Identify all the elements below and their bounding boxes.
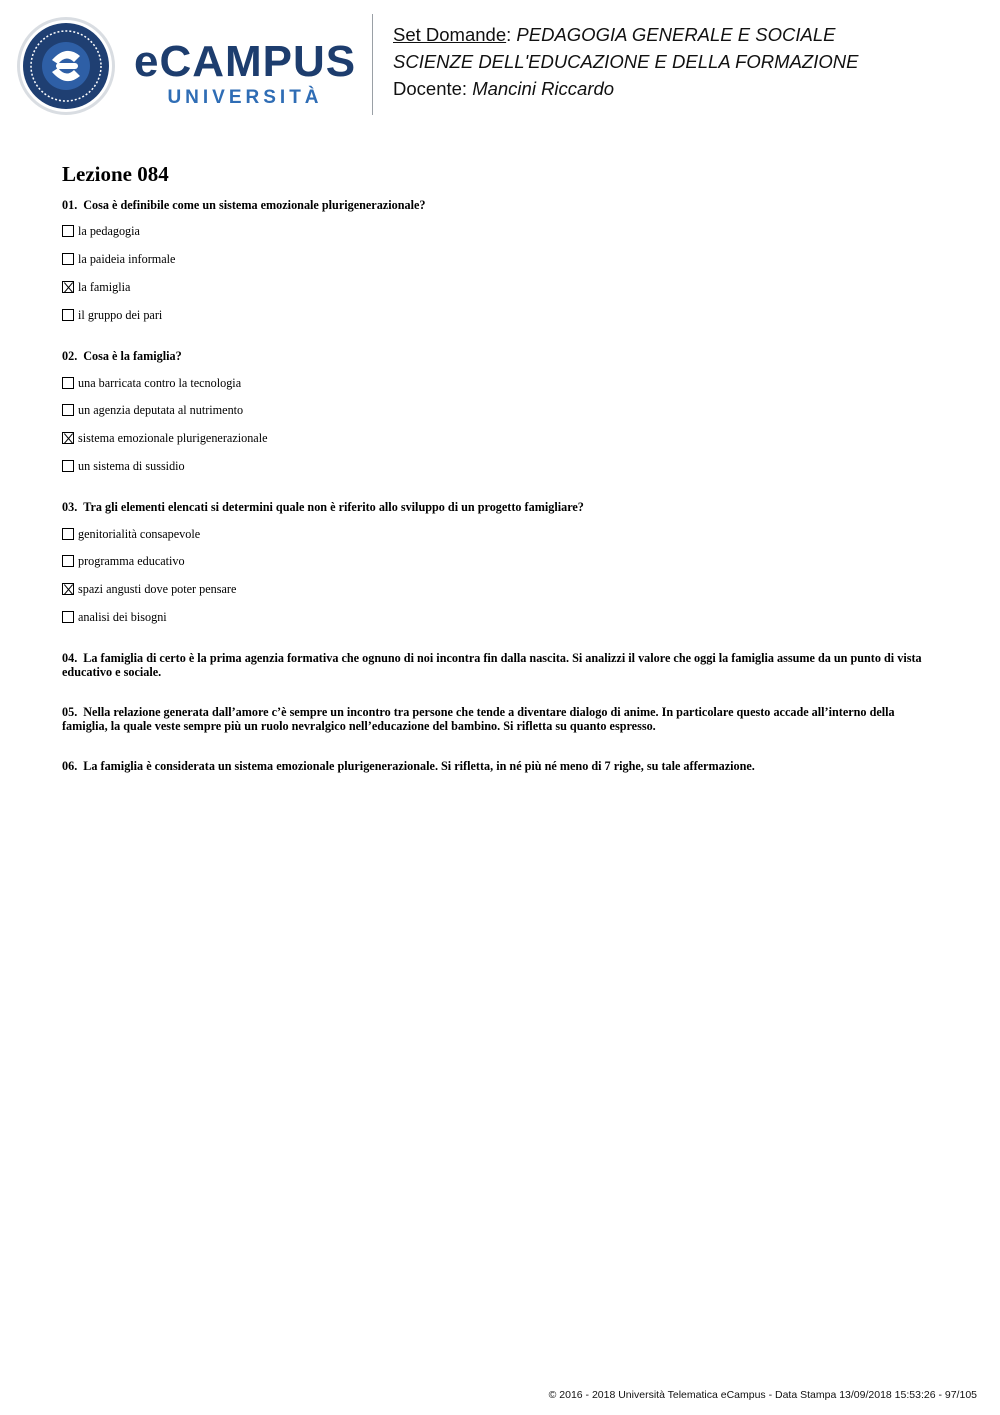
question-number: 05. (62, 705, 78, 719)
answer-option[interactable] (62, 609, 167, 625)
header-info (393, 21, 858, 102)
question-text: Nella relazione generata dall’amore c’è sempre un incontro tra persone che tende a diventare dialogo di anime. In particolare questo accade all’interno della famiglia, la quale veste sempre più un ruolo nevralgico nell’educazione del bambino. Si rifletta su quanto espresso. (62, 705, 895, 733)
answer-label: una barricata contro la tecnologia (78, 375, 242, 390)
question-text: Cosa è la famiglia? (83, 349, 182, 363)
question-04 (62, 651, 942, 679)
question-text: La famiglia è considerata un sistema emozionale plurigenerazionale. Si rifletta, in né più né meno di 7 righe, su tale affermazione. (83, 759, 755, 773)
checkbox[interactable] (62, 309, 74, 321)
checkbox[interactable] (62, 377, 74, 389)
question-06 (62, 759, 942, 773)
answer-option[interactable] (62, 526, 200, 542)
answer-label: un agenzia deputata al nutrimento (78, 402, 244, 417)
set-label: Set Domande (393, 24, 507, 45)
answer-label: il gruppo dei pari (78, 307, 163, 322)
answer-label: la paideia informale (78, 251, 176, 266)
checkbox[interactable] (62, 404, 74, 416)
answer-label: programma educativo (78, 553, 185, 568)
answer-option-selected[interactable] (62, 430, 268, 446)
teacher-name: Mancini Riccardo (472, 78, 615, 99)
set-colon: : (506, 24, 517, 45)
teacher-line (393, 75, 858, 102)
checkbox-checked[interactable] (62, 432, 74, 444)
question-03 (62, 500, 942, 514)
page-footer: © 2016 - 2018 Università Telematica eCampus - Data Stampa 13/09/2018 15:53:26 - 97/105 (548, 1389, 977, 1401)
question-02 (62, 349, 942, 363)
checkbox-checked[interactable] (62, 583, 74, 595)
question-number: 06. (62, 759, 78, 773)
checkbox[interactable] (62, 611, 74, 623)
answer-option[interactable] (62, 375, 241, 391)
checkbox[interactable] (62, 555, 74, 567)
answer-option-selected[interactable] (62, 279, 130, 295)
question-01 (62, 198, 942, 212)
question-05 (62, 705, 942, 733)
university-seal-icon (16, 16, 116, 116)
question-text: Tra gli elementi elencati si determini quale non è riferito allo sviluppo di un progetto famigliare? (83, 500, 584, 514)
logo-subtitle-text: UNIVERSITÀ (167, 87, 323, 108)
set-value: PEDAGOGIA GENERALE E SOCIALE (516, 24, 836, 45)
question-text: La famiglia di certo è la prima agenzia formativa che ognuno di noi incontra fin dalla nascita. Si analizzi il valore che oggi la famiglia assume da un punto di vista educativo e sociale. (62, 651, 922, 679)
answer-label: spazi angusti dove poter pensare (78, 581, 237, 596)
lesson-title: Lezione 084 (62, 162, 169, 186)
checkbox[interactable] (62, 460, 74, 472)
checkbox[interactable] (62, 253, 74, 265)
question-number: 04. (62, 651, 78, 665)
logo-brand-text: eCAMPUS (134, 37, 357, 86)
question-number: 01. (62, 198, 78, 212)
answer-label: analisi dei bisogni (78, 609, 167, 624)
answer-option[interactable] (62, 307, 162, 323)
answer-label: un sistema di sussidio (78, 458, 185, 473)
question-number: 02. (62, 349, 78, 363)
checkbox[interactable] (62, 225, 74, 237)
course-name: SCIENZE DELL'EDUCAZIONE E DELLA FORMAZIONE (393, 51, 859, 72)
checkbox-checked[interactable] (62, 281, 74, 293)
answer-label: genitorialità consapevole (78, 526, 201, 541)
checkbox[interactable] (62, 528, 74, 540)
set-line (393, 21, 858, 48)
answer-option-selected[interactable] (62, 581, 236, 597)
answer-label: la famiglia (78, 279, 131, 294)
header-divider (372, 14, 373, 115)
answer-option[interactable] (62, 402, 243, 418)
question-number: 03. (62, 500, 78, 514)
answer-option[interactable] (62, 251, 175, 267)
question-text: Cosa è definibile come un sistema emozionale plurigenerazionale? (83, 198, 426, 212)
answer-option[interactable] (62, 458, 185, 474)
answer-label: sistema emozionale plurigenerazionale (78, 430, 268, 445)
answer-option[interactable] (62, 553, 185, 569)
answer-option[interactable] (62, 223, 140, 239)
answer-label: la pedagogia (78, 223, 140, 238)
teacher-label: Docente: (393, 78, 468, 99)
